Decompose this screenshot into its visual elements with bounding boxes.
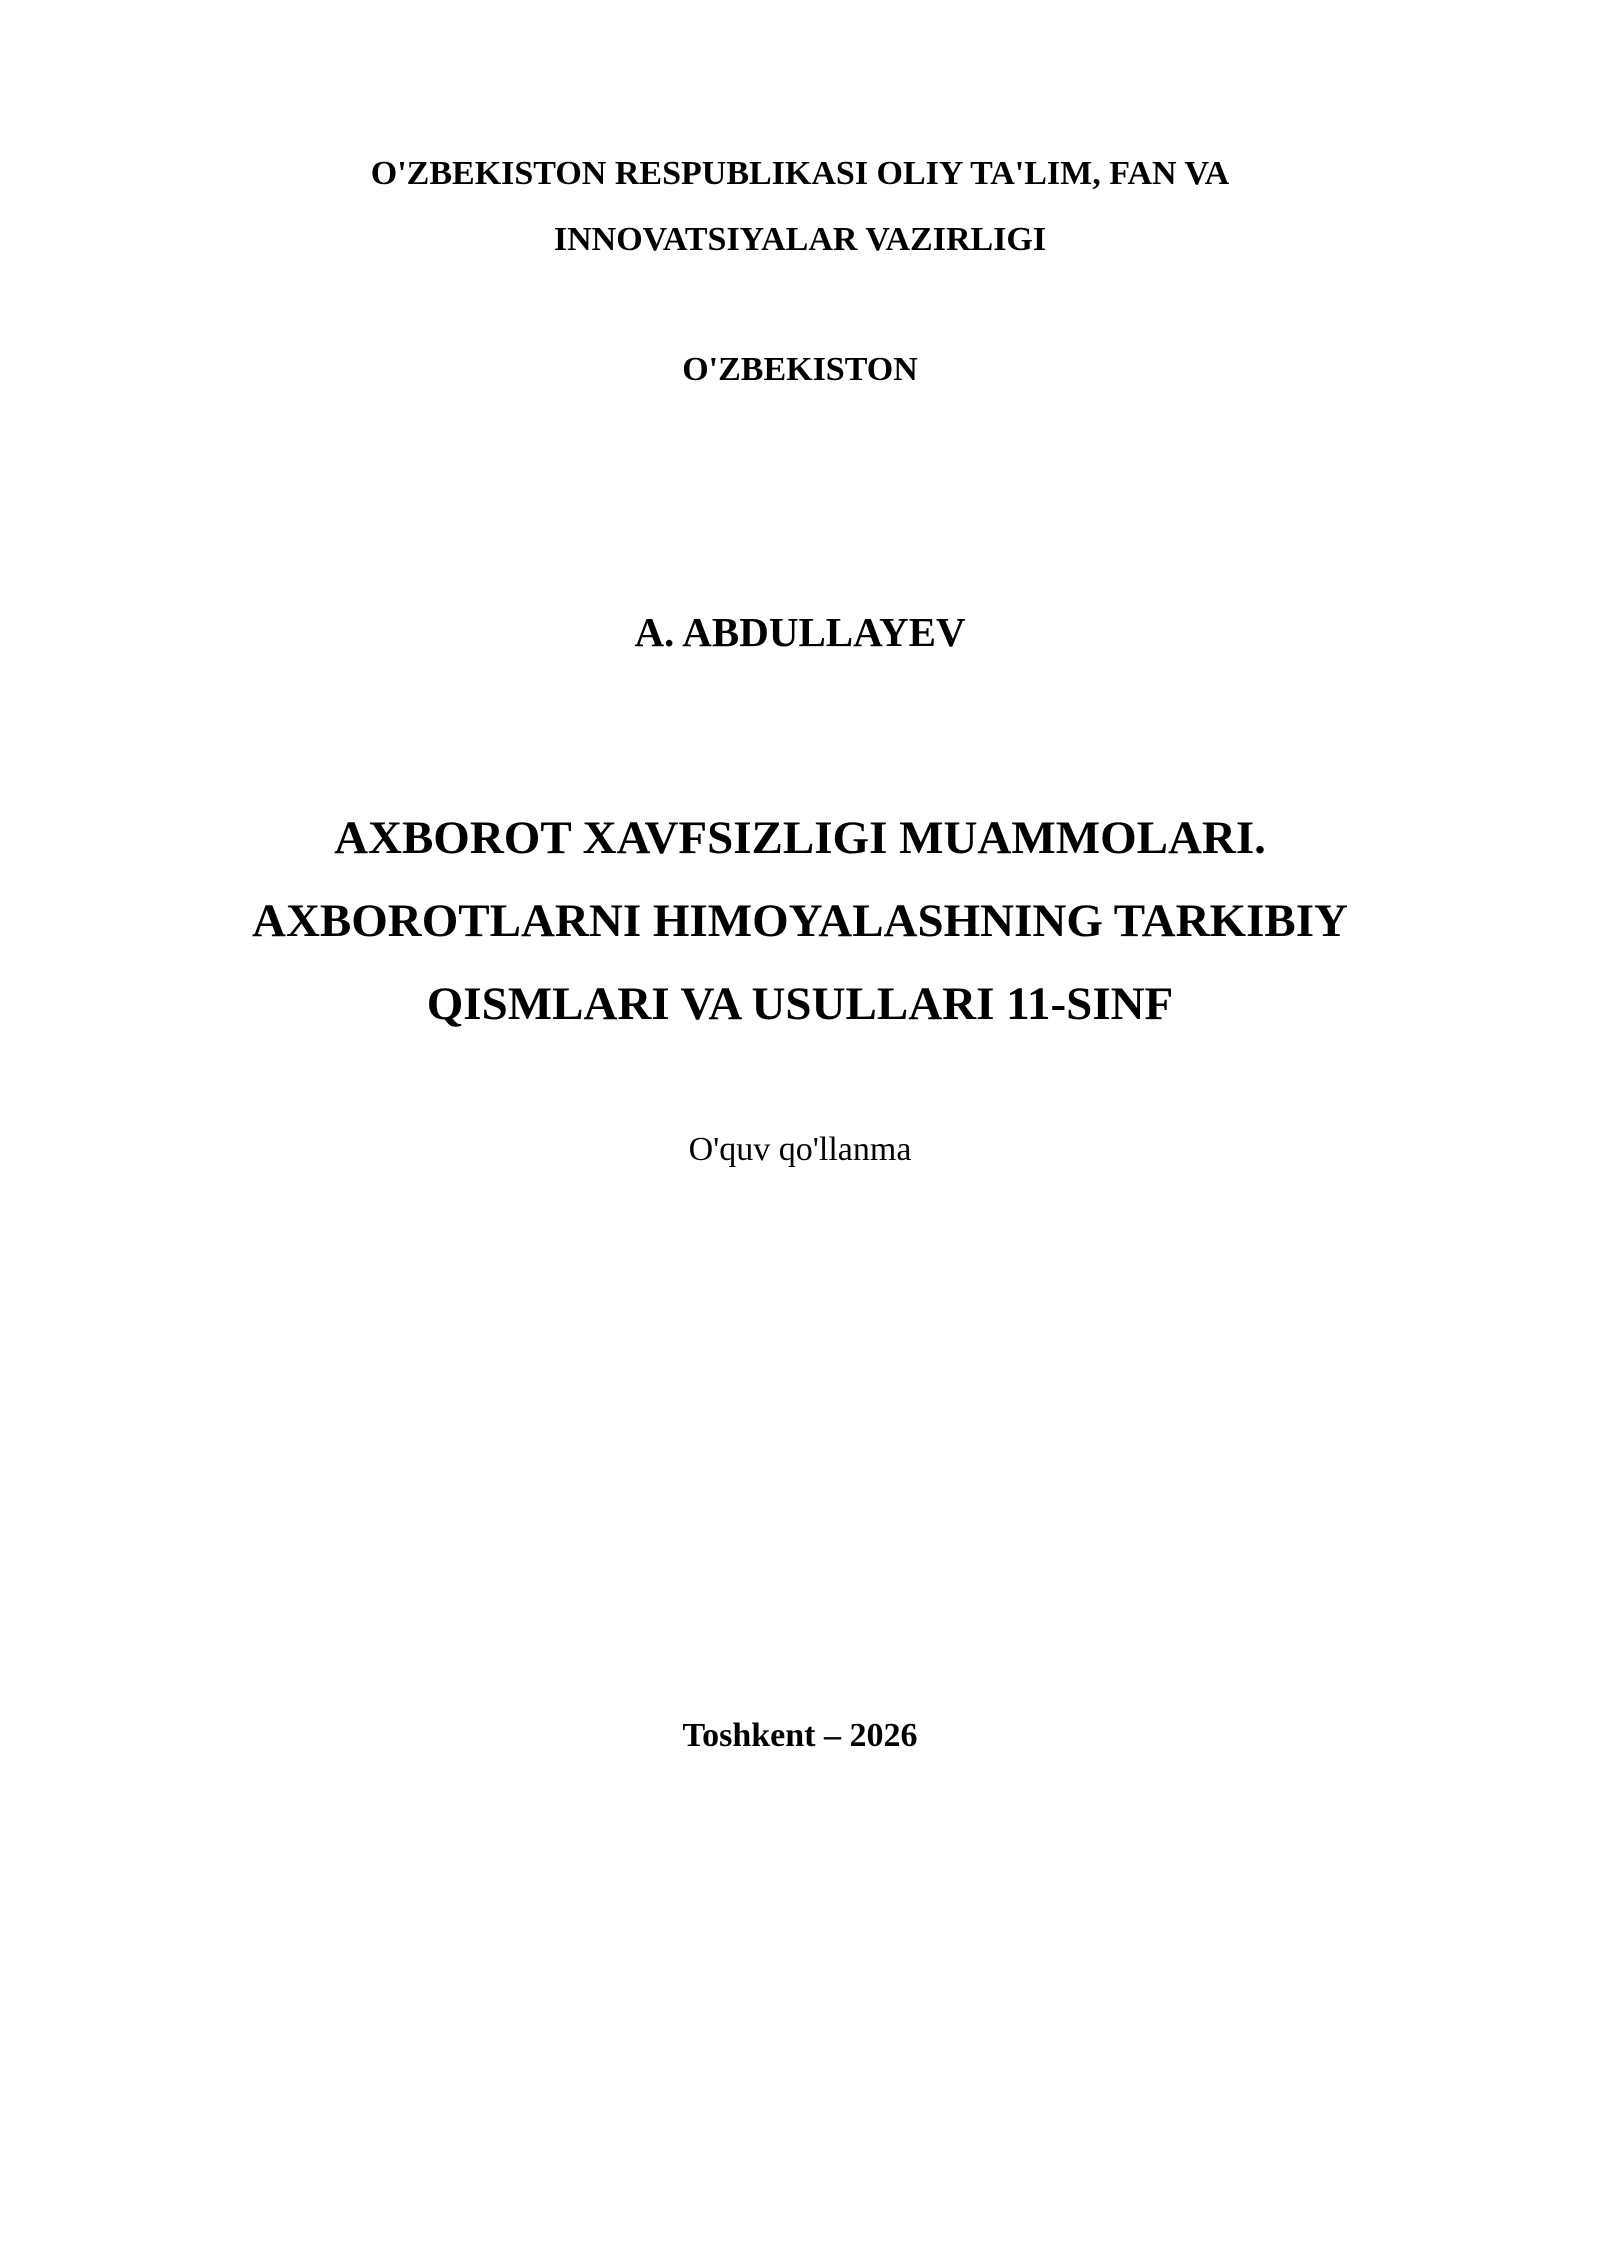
country-heading: O'ZBEKISTON xyxy=(682,351,918,388)
place-and-year: Toshkent – 2026 xyxy=(682,1717,918,1754)
ministry-line-2: INNOVATSIYALAR VAZIRLIGI xyxy=(553,221,1047,258)
ministry-line-1: O'ZBEKISTON RESPUBLIKASI OLIY TA'LIM, FAN VA xyxy=(370,155,1230,192)
title-line-2: AXBOROTLARNI HIMOYALASHNING TARKIBIY xyxy=(252,895,1348,947)
document-type: O'quv qo'llanma xyxy=(688,1131,912,1168)
title-line-1: AXBOROT XAVFSIZLIGI MUAMMOLARI. xyxy=(334,812,1266,864)
author-name: A. ABDULLAYEV xyxy=(634,609,966,655)
title-line-3: QISMLARI VA USULLARI 11-SINF xyxy=(426,978,1174,1030)
